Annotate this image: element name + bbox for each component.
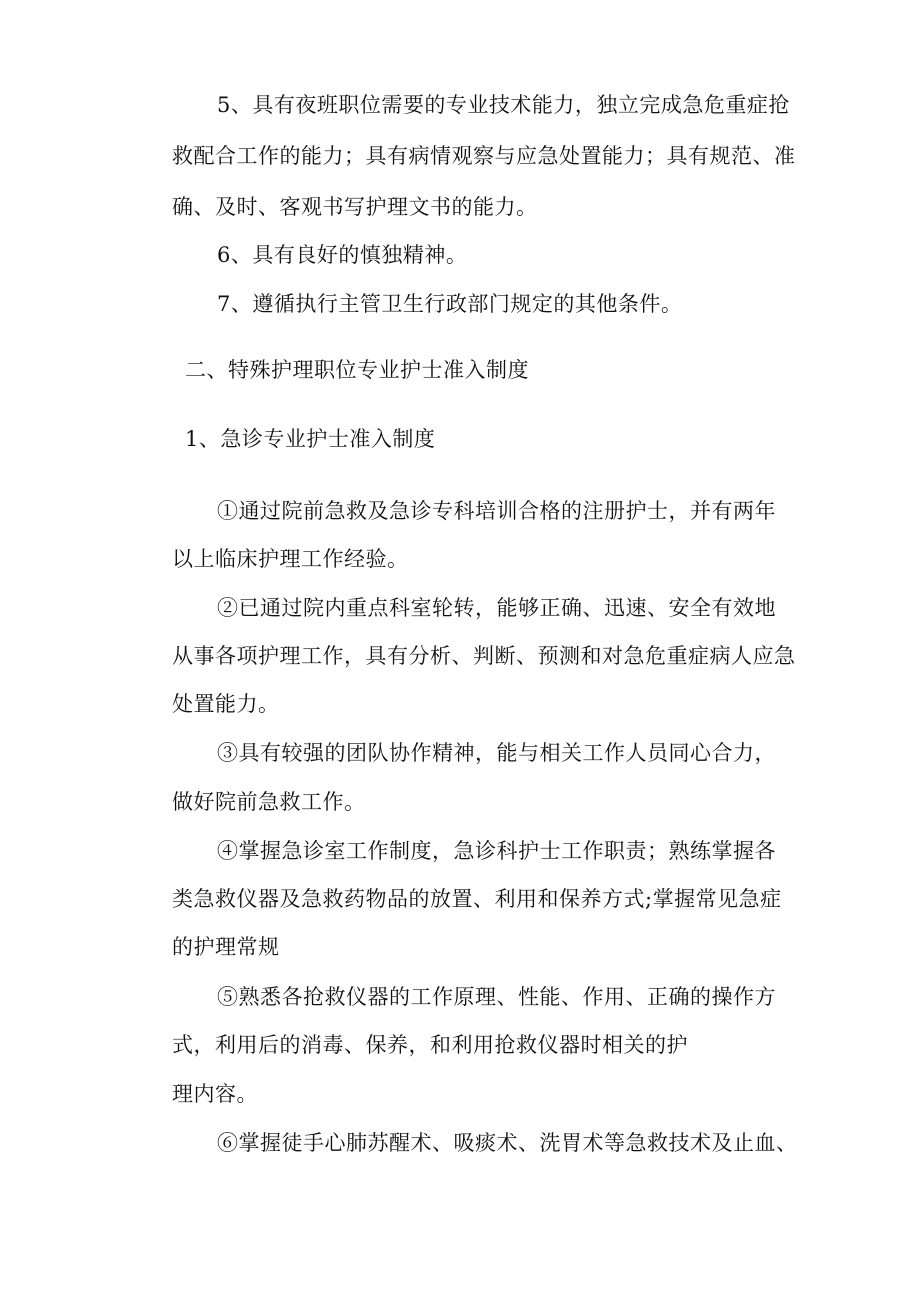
text-line: 做好院前急救工作。 (172, 790, 366, 814)
text-line: ④掌握急诊室工作制度，急诊科护士工作职责；熟练掌握各 (217, 839, 776, 863)
text-line: 处置能力。 (172, 692, 280, 716)
text-line: 救配合工作的能力；具有病情观察与应急处置能力；具有规范、准 (172, 144, 796, 168)
text-line: 理内容。 (172, 1082, 258, 1106)
text-line: ⑤熟悉各抢救仪器的工作原理、性能、作用、正确的操作方 (217, 985, 776, 1009)
section-heading: 二、特殊护理职位专业护士准入制度 (185, 358, 529, 382)
text-line: 以上临床护理工作经验。 (172, 547, 409, 571)
text-line: 5、具有夜班职位需要的专业技术能力，独立完成急危重症抢 (217, 93, 790, 117)
text-line: ①通过院前急救及急诊专科培训合格的注册护士，并有两年 (217, 499, 776, 523)
text-line: ⑥掌握徒手心肺苏醒术、吸痰术、洗胃术等急救技术及止血、 (217, 1131, 798, 1155)
text-line: 从事各项护理工作，具有分析、判断、预测和对急危重症病人应急 (172, 644, 796, 668)
text-line: 6、具有良好的慎独精神。 (217, 243, 468, 267)
text-line: 的护理常规 (172, 935, 280, 959)
text-line: 确、及时、客观书写护理文书的能力。 (172, 195, 538, 219)
text-line: 式，利用后的消毒、保养，和利用抢救仪器时相关的护 (172, 1033, 688, 1057)
text-line: 7、遵循执行主管卫生行政部门规定的其他条件。 (217, 292, 683, 316)
subsection-heading: 1、急诊专业护士准入制度 (185, 427, 436, 451)
text-line: 类急救仪器及急救药物品的放置、利用和保养方式;掌握常见急症 (172, 887, 782, 911)
text-line: ③具有较强的团队协作精神，能与相关工作人员同心合力， (217, 741, 776, 765)
text-line: ②已通过院内重点科室轮转，能够正确、迅速、安全有效地 (217, 596, 776, 620)
